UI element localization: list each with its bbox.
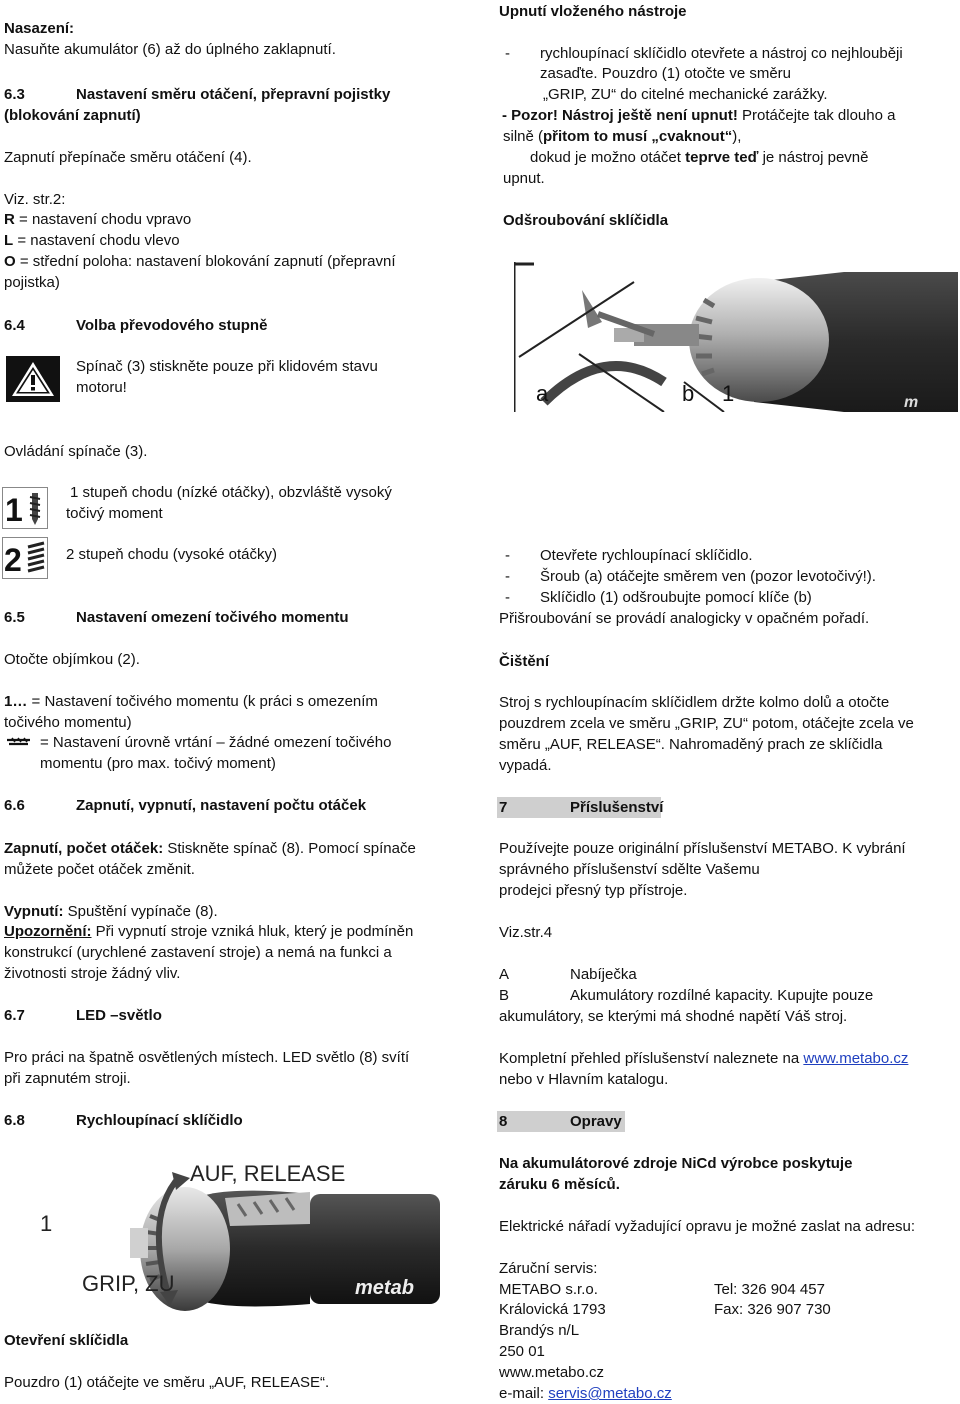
item-a-key: A <box>499 966 510 983</box>
step-2-dash: - <box>505 568 510 585</box>
direction-l-text: = nastavení chodu vlevo <box>13 232 180 249</box>
prislusenstvi-text-cont: správného příslušenství sdělte Vašemu <box>499 861 760 878</box>
address-zip: 250 01 <box>499 1343 545 1360</box>
cisteni-text-cont2: směru „AUF, RELEASE“. Nahromaděný prach ze sklíčidla <box>499 736 883 753</box>
svg-text:2: 2 <box>4 542 22 578</box>
upnuti-text-cont: zasaďte. Pouzdro (1) otočte ve směru <box>540 65 792 82</box>
zapnuti-body: Stiskněte spínač (8). Pomocí spínače <box>163 840 416 857</box>
svg-text:m: m <box>904 394 919 411</box>
email-link[interactable]: servis@metabo.cz <box>548 1385 672 1402</box>
torque-setting <box>4 691 378 712</box>
dokud-b: teprve teď <box>685 149 759 166</box>
section-6-4-title: Volba převodového stupně <box>76 317 268 334</box>
step-3: Sklíčidlo (1) odšroubujte pomocí klíče (b) <box>540 589 812 606</box>
vypnuti-text <box>4 901 218 922</box>
otevreni-text: Pouzdro (1) otáčejte ve směru „AUF, RELEASE“. <box>4 1374 330 1391</box>
cisteni-text-cont3: vypadá. <box>499 757 552 774</box>
silne-line <box>503 126 741 147</box>
viz-reference: Viz. str.2: <box>4 191 66 208</box>
item-b-key: B <box>499 987 510 1004</box>
led-text: Pro práci na špatně osvětlených místech. LED světlo (8) svítí <box>4 1049 410 1066</box>
direction-l-key: L <box>4 232 14 249</box>
nicd-text-cont: záruku 6 měsíců. <box>499 1176 620 1193</box>
address-street: Královická 1793 <box>499 1301 606 1318</box>
step-3-dash: - <box>505 589 510 606</box>
metabo-website-link[interactable]: www.metabo.cz <box>803 1050 909 1067</box>
figure-label-b: b <box>682 381 695 406</box>
warning-icon <box>6 356 60 402</box>
section-6-6-number: 6.6 <box>4 797 25 814</box>
pozor-bold: - Pozor! Nástroj ještě není upnut! <box>502 107 738 124</box>
section-7-heading <box>497 797 664 818</box>
upozorneni-text <box>4 921 413 942</box>
warning-text: Spínač (3) stiskněte pouze při klidovém stavu <box>76 358 378 375</box>
upozorneni-body: Při vypnutí stroje vzniká hluk, který je podmíněn <box>91 923 414 940</box>
silne-b: přitom to musí „cvaknout“ <box>543 128 733 145</box>
direction-r-key: R <box>4 211 15 228</box>
direction-o-key: O <box>4 253 16 270</box>
section-6-8-title: Rychloupínací sklíčidlo <box>76 1112 243 1129</box>
drill-text-cont: momentu (pro max. točivý moment) <box>40 755 276 772</box>
address-company: METABO s.r.o. <box>499 1281 598 1298</box>
zarucni-servis-label: Záruční servis: <box>499 1260 598 1277</box>
fax-number: Fax: 326 907 730 <box>714 1301 831 1318</box>
figure-label-grip-zu: GRIP, ZU <box>82 1271 175 1296</box>
chuck-removal-photo <box>514 262 958 412</box>
section-6-5-title: Nastavení omezení točivého momentu <box>76 609 349 626</box>
section-8-title: Opravy <box>570 1113 622 1130</box>
pozor-rest: Protáčejte tak dlouho a <box>737 107 896 124</box>
upnuti-text: rychloupínací sklíčidlo otevřete a nástroj co nejhlouběji <box>540 45 903 62</box>
website-text: www.metabo.cz <box>499 1364 605 1381</box>
section-6-5-number: 6.5 <box>4 609 25 626</box>
gear-1-text: 1 stupeň chodu (nízké otáčky), obzvláště vysoký <box>70 484 392 501</box>
dokud-a: dokud je možno otáčet <box>530 149 686 166</box>
otocte-text: Otočte objímkou (2). <box>4 651 140 668</box>
section-6-3-number: 6.3 <box>4 86 25 103</box>
silne-a: silně ( <box>503 128 544 145</box>
prislusenstvi-text-cont2: prodejci přesný typ přístroje. <box>499 882 688 899</box>
address-city: Brandýs n/L <box>499 1322 580 1339</box>
kompletni-text: Kompletní přehled příslušenství naleznete na <box>499 1050 804 1067</box>
email-label: e-mail: <box>499 1385 549 1402</box>
drill-icon <box>6 736 32 748</box>
direction-r <box>4 209 191 230</box>
zapnuti-label: Zapnutí, počet otáček: <box>4 840 164 857</box>
upnuti-heading: Upnutí vloženého nástroje <box>499 3 687 20</box>
torque-text: = Nastavení točivého momentu (k práci s omezením <box>27 693 378 710</box>
cisteni-heading: Čištění <box>499 653 550 670</box>
vypnuti-label: Vypnutí: <box>4 903 64 920</box>
prislusenstvi-text: Používejte pouze originální příslušenství METABO. K vybrání <box>499 840 906 857</box>
upnut-text: upnut. <box>503 170 545 187</box>
odsroubovani-heading: Odšroubování sklíčidla <box>503 212 669 229</box>
led-text-cont: při zapnutém stroji. <box>4 1070 131 1087</box>
item-b-text-cont: akumulátory, se kterými má shodné napětí Váš stroj. <box>499 1008 848 1025</box>
phone-number: Tel: 326 904 457 <box>714 1281 825 1298</box>
upozorneni-label: Upozornění: <box>4 923 92 940</box>
section-8-heading <box>497 1111 625 1132</box>
warning-text-cont: motoru! <box>76 379 127 396</box>
section-6-6-title: Zapnutí, vypnutí, nastavení počtu otáček <box>76 797 367 814</box>
step-2: Šroub (a) otáčejte směrem ven (pozor levotočivý!). <box>540 568 876 585</box>
direction-o-cont: pojistka) <box>4 274 60 291</box>
upnuti-dash: - <box>505 45 510 62</box>
torque-key: 1… <box>4 693 28 710</box>
figure-label-1: 1 <box>40 1211 53 1236</box>
silne-c: ), <box>732 128 742 145</box>
nicd-text: Na akumulátorové zdroje NiCd výrobce poskytuje <box>499 1155 853 1172</box>
dokud-line <box>530 147 869 168</box>
figure-label-a: a <box>536 381 549 406</box>
nasazeni-heading: Nasazení: <box>4 20 75 37</box>
section-6-3-text: Zapnutí přepínače směru otáčení (4). <box>4 149 252 166</box>
kompletni-text-cont: nebo v Hlavním katalogu. <box>499 1071 669 1088</box>
section-6-3-title: Nastavení směru otáčení, přepravní pojistky <box>76 86 391 103</box>
section-6-3-title-cont: (blokování zapnutí) <box>4 107 141 124</box>
zapnuti-text <box>4 838 416 859</box>
section-8-number: 8 <box>499 1113 508 1130</box>
cisteni-text-cont: pouzdrem zcela ve směru „GRIP, ZU“ potom, otáčejte zcela ve <box>499 715 914 732</box>
item-a-text: Nabíječka <box>570 966 637 983</box>
gear-1-text-cont: točivý moment <box>66 505 163 522</box>
kompletni-line <box>499 1048 908 1069</box>
pozor-line <box>502 105 895 126</box>
gear-2-icon <box>2 537 48 579</box>
ovladani-text: Ovládání spínače (3). <box>4 443 148 460</box>
svg-text:metab: metab <box>355 1277 414 1299</box>
nasazeni-text: Nasuňte akumulátor (6) až do úplného zaklapnutí. <box>4 41 336 58</box>
prisroubovani-text: Přišroubování se provádí analogicky v opačném pořadí. <box>499 610 870 627</box>
gear-2-text: 2 stupeň chodu (vysoké otáčky) <box>66 546 277 563</box>
upozorneni-text-cont: konstrukcí (urychlené zastavení stroje) a nemá na funkci a <box>4 944 392 961</box>
step-1: Otevřete rychloupínací sklíčidlo. <box>540 547 753 564</box>
cisteni-text: Stroj s rychloupínacím sklíčidlem držte kolmo dolů a otočte <box>499 694 890 711</box>
viz-str-4: Viz.str.4 <box>499 924 553 941</box>
upnuti-text-cont2: „GRIP, ZU“ do citelné mechanické zarážky. <box>543 86 828 103</box>
dokud-c: je nástroj pevně <box>758 149 869 166</box>
step-1-dash: - <box>505 547 510 564</box>
item-b-text: Akumulátory rozdílné kapacity. Kupujte pouze <box>570 987 874 1004</box>
figure-label-auf-release: AUF, RELEASE <box>190 1161 346 1186</box>
direction-o <box>4 251 396 272</box>
elektricke-text: Elektrické nářadí vyžadující opravu je možné zaslat na adresu: <box>499 1218 916 1235</box>
figure-label-1-right: 1 <box>722 381 735 406</box>
svg-text:1: 1 <box>5 492 23 528</box>
section-6-8-number: 6.8 <box>4 1112 25 1129</box>
chuck-photo <box>10 1154 440 1314</box>
direction-r-text: = nastavení chodu vpravo <box>14 211 192 228</box>
section-6-4-number: 6.4 <box>4 317 25 334</box>
section-7-number: 7 <box>499 799 508 816</box>
direction-o-text: = střední poloha: nastavení blokování zapnutí (přepravní <box>15 253 396 270</box>
section-6-7-number: 6.7 <box>4 1007 25 1024</box>
upozorneni-text-cont2: životnosti stroje žádný vliv. <box>4 965 181 982</box>
section-7-title: Příslušenství <box>570 799 664 816</box>
otevreni-heading: Otevření sklíčidla <box>4 1332 129 1349</box>
zapnuti-text-cont: můžete počet otáček změnit. <box>4 861 195 878</box>
email-line <box>499 1383 672 1404</box>
vypnuti-body: Spuštění vypínače (8). <box>63 903 218 920</box>
direction-l <box>4 230 180 251</box>
drill-text: = Nastavení úrovně vrtání – žádné omezení točivého <box>40 734 392 751</box>
torque-text-cont: točivého momentu) <box>4 714 132 731</box>
gear-1-icon <box>2 487 48 529</box>
section-6-7-title: LED –světlo <box>76 1007 162 1024</box>
